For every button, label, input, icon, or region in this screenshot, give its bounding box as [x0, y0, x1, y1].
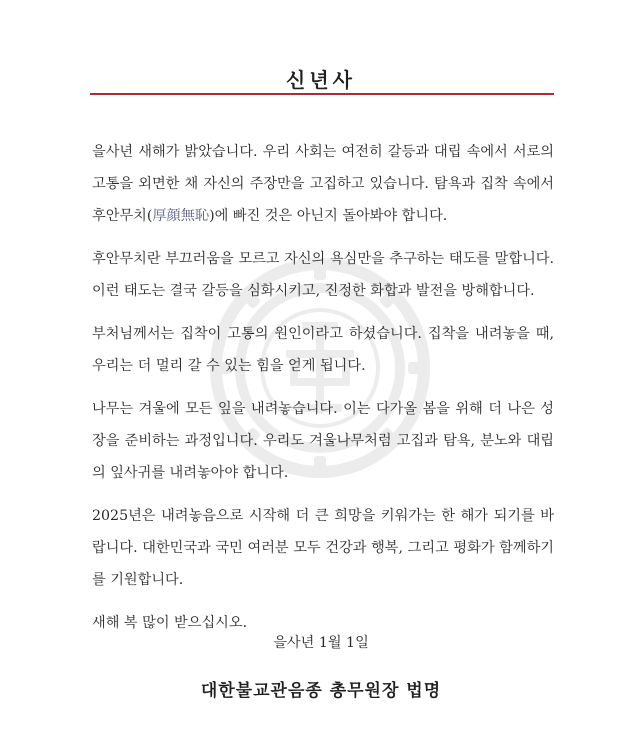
- letter-signature: 대한불교관음종 총무원장 법명: [200, 681, 442, 701]
- paragraph-1-text-before: 을사년 새해가 밝았습니다. 우리 사회는 여전히 갈등과 대립 속에서 서로의 고통을 외면한 채 자신의 주장만을 고집하고 있습니다. 탐욕과 집착 속에서 후안무치(: [92, 144, 554, 224]
- paragraph-6: 새해 복 많이 받으십시오.: [92, 615, 248, 631]
- title-divider: [90, 93, 554, 95]
- page-title: 신년사: [286, 68, 356, 92]
- letter-body: [92, 136, 554, 650]
- paragraph-2: 후안무치란 부끄러움을 모르고 자신의 욕심만을 추구하는 태도를 말합니다. 이런 태도는 결국 갈등을 심화시키고, 진정한 화합과 발전을 방해합니다.: [92, 251, 554, 299]
- paragraph-3: 부처님께서는 집착이 고통의 원인이라고 하셨습니다. 집착을 내려놓을 때, 우리는 더 멀리 갈 수 있는 힘을 얻게 됩니다.: [92, 326, 554, 374]
- paragraph-5: 2025년은 내려놓음으로 시작해 더 큰 희망을 키워가는 한 해가 되기를 바랍니다. 대한민국과 국민 여러분 모두 건강과 행복, 그리고 평화가 함께하기를 기원합니다.: [92, 508, 554, 588]
- paragraph-1-text-after: )에 빠진 것은 아닌지 돌아봐야 합니다.: [209, 208, 448, 224]
- paragraph-1: [92, 136, 554, 232]
- paragraph-4: 나무는 겨울에 모든 잎을 내려놓습니다. 이는 다가올 봄을 위해 더 나은 성장을 준비하는 과정입니다. 우리도 겨울나무처럼 고집과 탐욕, 분노와 대립의 잎사귀를 내려놓아야 합니다.: [92, 401, 554, 481]
- letter-date: 을사년 1월 1일: [273, 635, 369, 651]
- hanja-term: 厚顔無恥: [152, 208, 210, 224]
